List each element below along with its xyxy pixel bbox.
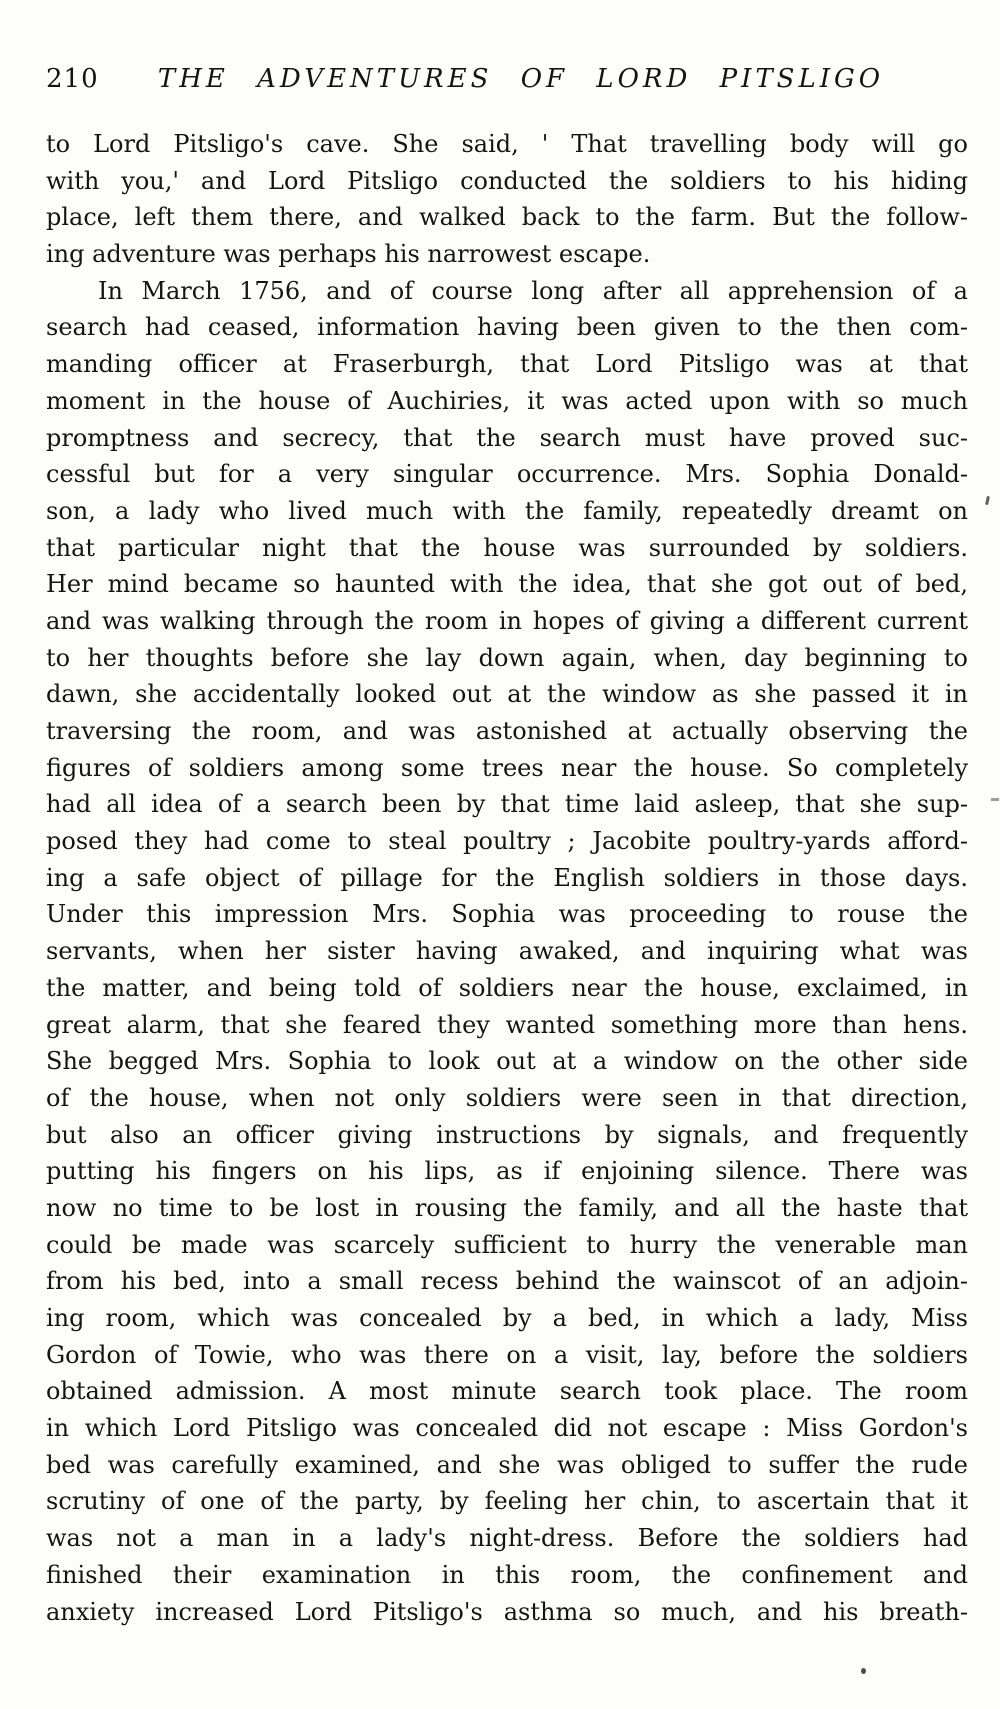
text-line: with you,' and Lord Pitsligo conducted the soldiers to his hiding bbox=[46, 166, 968, 195]
text-line: In March 1756, and of course long after all apprehension of a bbox=[98, 276, 968, 305]
text-line: son, a lady who lived much with the family, repeatedly dreamt on bbox=[46, 496, 968, 525]
text-line: Under this impression Mrs. Sophia was proceeding to rouse the bbox=[46, 900, 968, 929]
text-line: the matter, and being told of soldiers near the house, exclaimed, in bbox=[46, 973, 968, 1002]
text-line: anxiety increased Lord Pitsligo's asthma so much, and his breath- bbox=[46, 1597, 968, 1626]
page-number: 210 bbox=[46, 64, 99, 94]
text-line: had all idea of a search been by that time laid asleep, that she sup- bbox=[46, 790, 968, 819]
text-line: finished their examination in this room, the confinement and bbox=[46, 1560, 968, 1589]
text-line: of the house, when not only soldiers were seen in that direction, bbox=[46, 1083, 968, 1112]
text-line: traversing the room, and was astonished at actually observing the bbox=[46, 717, 968, 745]
scan-artifact-tick bbox=[985, 496, 990, 505]
text-line: putting his fingers on his lips, as if enjoining silence. There was bbox=[46, 1157, 968, 1186]
text-line: promptness and secrecy, that the search must have proved suc- bbox=[46, 423, 968, 452]
text-line: ing adventure was perhaps his narrowest escape. bbox=[46, 240, 651, 269]
text-line: from his bed, into a small recess behind the wainscot of an adjoin- bbox=[46, 1267, 968, 1296]
text-line: dawn, she accidentally looked out at the window as she passed it in bbox=[46, 680, 968, 709]
text-line: that particular night that the house was surrounded by soldiers. bbox=[46, 533, 968, 562]
text-line: and was walking through the room in hopes of giving a different current bbox=[46, 606, 968, 635]
text-line: in which Lord Pitsligo was concealed did not escape : Miss Gordon's bbox=[46, 1414, 968, 1443]
scan-artifact-dash bbox=[991, 798, 999, 801]
text-line: great alarm, that she feared they wanted something more than hens. bbox=[46, 1010, 968, 1039]
body-text bbox=[46, 126, 968, 1630]
text-line: ing a safe object of pillage for the English soldiers in those days. bbox=[46, 863, 968, 892]
text-line: Gordon of Towie, who was there on a visit, lay, before the soldiers bbox=[46, 1340, 968, 1369]
scan-artifact-dot bbox=[861, 1668, 866, 1674]
text-line: scrutiny of one of the party, by feeling her chin, to ascertain that it bbox=[46, 1487, 968, 1516]
text-line: place, left them there, and walked back to the farm. But the follow- bbox=[46, 203, 968, 232]
text-line: She begged Mrs. Sophia to look out at a window on the other side bbox=[46, 1047, 968, 1076]
text-line: cessful but for a very singular occurrence. Mrs. Sophia Donald- bbox=[46, 460, 968, 489]
text-line: figures of soldiers among some trees near the house. So completely bbox=[46, 753, 968, 782]
text-line: to Lord Pitsligo's cave. She said, ' That travelling body will go bbox=[46, 130, 968, 158]
text-line: moment in the house of Auchiries, it was acted upon with so much bbox=[46, 386, 968, 415]
text-line: ing room, which was concealed by a bed, in which a lady, Miss bbox=[46, 1304, 968, 1332]
text-line: servants, when her sister having awaked, and inquiring what was bbox=[46, 937, 968, 966]
text-line: search had ceased, information having been given to the then com- bbox=[46, 313, 968, 342]
text-line: could be made was scarcely sufficient to hurry the venerable man bbox=[46, 1230, 968, 1259]
running-title: THE ADVENTURES OF LORD PITSLIGO bbox=[157, 64, 885, 94]
text-line: bed was carefully examined, and she was obliged to suffer the rude bbox=[46, 1450, 968, 1479]
text-line: Her mind became so haunted with the idea, that she got out of bed, bbox=[46, 570, 968, 599]
text-line: obtained admission. A most minute search took place. The room bbox=[46, 1377, 968, 1406]
page-header bbox=[0, 64, 1000, 100]
text-line: to her thoughts before she lay down again, when, day beginning to bbox=[46, 643, 968, 672]
text-line: now no time to be lost in rousing the family, and all the haste that bbox=[46, 1193, 968, 1222]
text-line: but also an officer giving instructions by signals, and frequently bbox=[46, 1120, 968, 1149]
text-line: was not a man in a lady's night-dress. Before the soldiers had bbox=[46, 1524, 968, 1553]
text-line: manding officer at Fraserburgh, that Lord Pitsligo was at that bbox=[46, 350, 968, 379]
text-line: posed they had come to steal poultry ; Jacobite poultry-yards afford- bbox=[46, 827, 968, 856]
